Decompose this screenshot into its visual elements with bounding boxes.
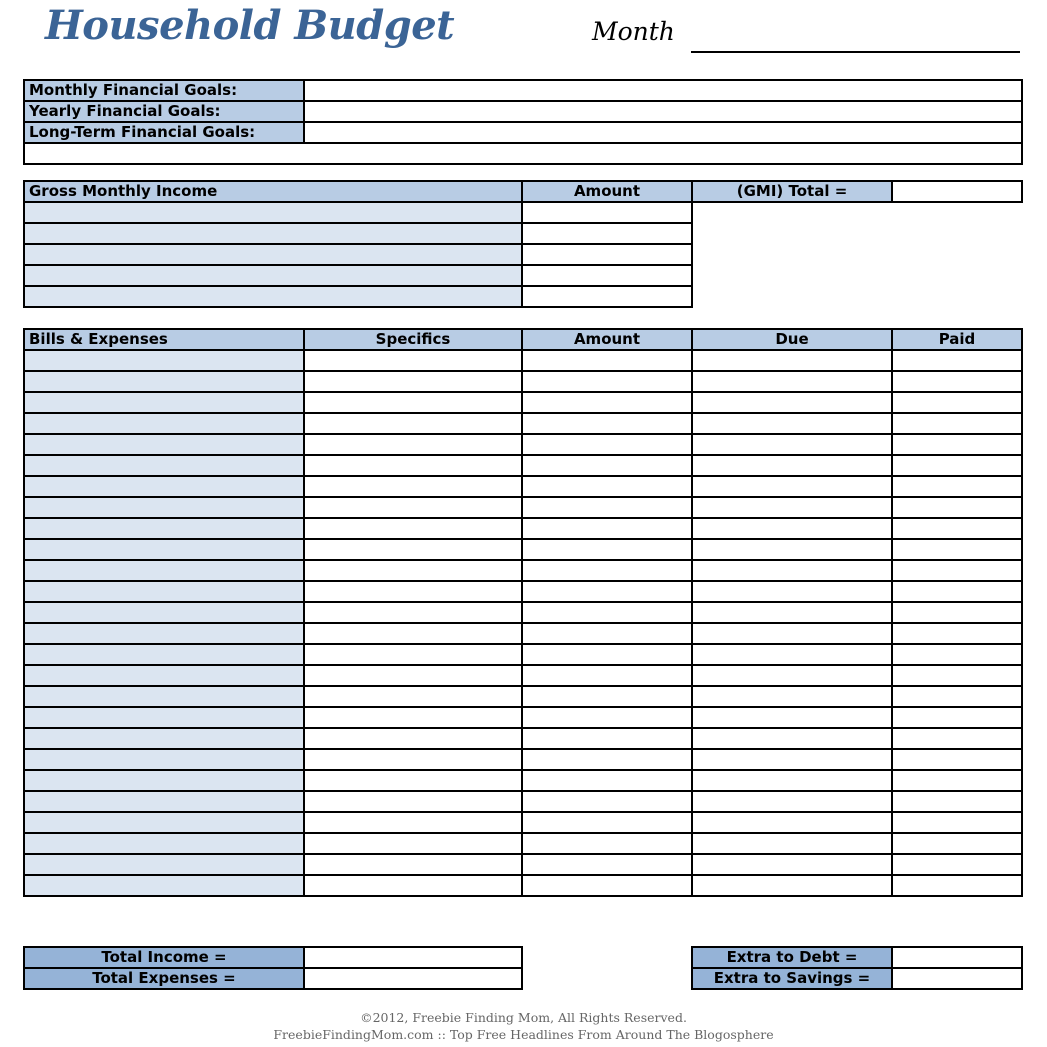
bill-row <box>24 581 1022 602</box>
income-row <box>24 223 1022 244</box>
footer-site: FreebieFindingMom.com :: Top Free Headlines From Around The Blogosphere <box>273 1027 774 1042</box>
due-field[interactable] <box>692 749 892 770</box>
income-amount-field[interactable] <box>522 223 692 244</box>
specifics-field[interactable] <box>304 707 522 728</box>
bill-row <box>24 371 1022 392</box>
specifics-field[interactable] <box>304 560 522 581</box>
bill-name-field[interactable] <box>24 770 304 791</box>
goals-extra-field[interactable] <box>24 143 1022 164</box>
bill-name-field[interactable] <box>24 476 304 497</box>
amount-field[interactable] <box>522 539 692 560</box>
bill-row <box>24 686 1022 707</box>
paid-field[interactable] <box>892 833 1022 854</box>
bill-name-field[interactable] <box>24 560 304 581</box>
paid-field[interactable] <box>892 623 1022 644</box>
due-field[interactable] <box>692 770 892 791</box>
specifics-field[interactable] <box>304 434 522 455</box>
bill-name-field[interactable] <box>24 686 304 707</box>
bill-row <box>24 497 1022 518</box>
amount-field[interactable] <box>522 518 692 539</box>
bill-name-field[interactable] <box>24 791 304 812</box>
extra-savings-field[interactable] <box>892 968 1022 989</box>
due-field[interactable] <box>692 833 892 854</box>
bill-row <box>24 854 1022 875</box>
totals-right-table <box>691 946 1023 990</box>
total-expenses-row <box>24 968 522 989</box>
amount-field[interactable] <box>522 350 692 371</box>
gmi-total-label: (GMI) Total = <box>692 181 892 202</box>
paid-field[interactable] <box>892 791 1022 812</box>
specifics-field[interactable] <box>304 497 522 518</box>
bill-row <box>24 728 1022 749</box>
bill-row <box>24 875 1022 896</box>
due-field[interactable] <box>692 812 892 833</box>
specifics-header: Specifics <box>304 329 522 350</box>
bill-name-field[interactable] <box>24 854 304 875</box>
extra-savings-label: Extra to Savings = <box>692 968 892 989</box>
bills-header: Bills & Expenses <box>24 329 304 350</box>
paid-field[interactable] <box>892 350 1022 371</box>
income-source-field[interactable] <box>24 244 522 265</box>
specifics-field[interactable] <box>304 812 522 833</box>
extra-savings-row <box>692 968 1022 989</box>
amount-field[interactable] <box>522 833 692 854</box>
paid-field[interactable] <box>892 770 1022 791</box>
due-field[interactable] <box>692 644 892 665</box>
specifics-field[interactable] <box>304 770 522 791</box>
specifics-field[interactable] <box>304 644 522 665</box>
bill-name-field[interactable] <box>24 497 304 518</box>
income-source-field[interactable] <box>24 265 522 286</box>
amount-field[interactable] <box>522 791 692 812</box>
bill-name-field[interactable] <box>24 644 304 665</box>
monthly-goals-label: Monthly Financial Goals: <box>24 80 304 101</box>
bill-name-field[interactable] <box>24 728 304 749</box>
income-row <box>24 202 1022 223</box>
specifics-field[interactable] <box>304 455 522 476</box>
amount-field[interactable] <box>522 707 692 728</box>
bill-row <box>24 812 1022 833</box>
amount-field[interactable] <box>522 875 692 896</box>
due-field[interactable] <box>692 434 892 455</box>
specifics-field[interactable] <box>304 791 522 812</box>
bill-row <box>24 560 1022 581</box>
total-income-field[interactable] <box>304 947 522 968</box>
income-row <box>24 265 1022 286</box>
amount-field[interactable] <box>522 686 692 707</box>
bills-header-row <box>24 329 1022 350</box>
goal-row-long-term <box>24 122 1022 143</box>
amount-field[interactable] <box>522 455 692 476</box>
paid-field[interactable] <box>892 455 1022 476</box>
yearly-goals-field[interactable] <box>304 101 1022 122</box>
due-field[interactable] <box>692 413 892 434</box>
extra-debt-field[interactable] <box>892 947 1022 968</box>
bill-name-field[interactable] <box>24 749 304 770</box>
bill-name-field[interactable] <box>24 623 304 644</box>
bill-name-field[interactable] <box>24 413 304 434</box>
bill-row <box>24 413 1022 434</box>
specifics-field[interactable] <box>304 833 522 854</box>
total-income-label: Total Income = <box>24 947 304 968</box>
gmi-total-field[interactable] <box>892 181 1022 202</box>
paid-field[interactable] <box>892 707 1022 728</box>
specifics-field[interactable] <box>304 476 522 497</box>
blank-space <box>692 202 1022 223</box>
due-header: Due <box>692 329 892 350</box>
income-header: Gross Monthly Income <box>24 181 522 202</box>
specifics-field[interactable] <box>304 665 522 686</box>
due-field[interactable] <box>692 518 892 539</box>
paid-field[interactable] <box>892 875 1022 896</box>
totals-left-table <box>23 946 523 990</box>
paid-header: Paid <box>892 329 1022 350</box>
blank-space <box>692 223 1022 244</box>
bill-name-field[interactable] <box>24 455 304 476</box>
bill-name-field[interactable] <box>24 518 304 539</box>
specifics-field[interactable] <box>304 581 522 602</box>
blank-space <box>692 286 1022 307</box>
blank-space <box>692 244 1022 265</box>
specifics-field[interactable] <box>304 686 522 707</box>
bill-row <box>24 518 1022 539</box>
bill-name-field[interactable] <box>24 371 304 392</box>
specifics-field[interactable] <box>304 413 522 434</box>
paid-field[interactable] <box>892 812 1022 833</box>
income-row <box>24 286 1022 307</box>
goals-table <box>23 79 1023 165</box>
income-source-field[interactable] <box>24 223 522 244</box>
specifics-field[interactable] <box>304 875 522 896</box>
amount-field[interactable] <box>522 371 692 392</box>
income-amount-field[interactable] <box>522 265 692 286</box>
extra-debt-row <box>692 947 1022 968</box>
due-field[interactable] <box>692 791 892 812</box>
paid-field[interactable] <box>892 392 1022 413</box>
paid-field[interactable] <box>892 644 1022 665</box>
bill-row <box>24 602 1022 623</box>
paid-field[interactable] <box>892 728 1022 749</box>
bill-name-field[interactable] <box>24 707 304 728</box>
bill-row <box>24 539 1022 560</box>
amount-field[interactable] <box>522 602 692 623</box>
amount-field[interactable] <box>522 644 692 665</box>
amount-field[interactable] <box>522 581 692 602</box>
amount-field[interactable] <box>522 413 692 434</box>
paid-field[interactable] <box>892 602 1022 623</box>
paid-field[interactable] <box>892 497 1022 518</box>
extra-debt-label: Extra to Debt = <box>692 947 892 968</box>
paid-field[interactable] <box>892 665 1022 686</box>
monthly-goals-field[interactable] <box>304 80 1022 101</box>
bills-table <box>23 328 1023 897</box>
bill-row <box>24 665 1022 686</box>
specifics-field[interactable] <box>304 350 522 371</box>
due-field[interactable] <box>692 455 892 476</box>
bill-row <box>24 707 1022 728</box>
amount-field[interactable] <box>522 560 692 581</box>
paid-field[interactable] <box>892 749 1022 770</box>
bill-row <box>24 350 1022 371</box>
due-field[interactable] <box>692 350 892 371</box>
income-source-field[interactable] <box>24 286 522 307</box>
amount-field[interactable] <box>522 392 692 413</box>
specifics-field[interactable] <box>304 602 522 623</box>
amount-field[interactable] <box>522 476 692 497</box>
amount-field[interactable] <box>522 497 692 518</box>
paid-field[interactable] <box>892 581 1022 602</box>
income-amount-header: Amount <box>522 181 692 202</box>
income-row <box>24 244 1022 265</box>
paid-field[interactable] <box>892 560 1022 581</box>
month-input-line[interactable] <box>691 51 1020 53</box>
blank-space <box>692 265 1022 286</box>
bill-row <box>24 644 1022 665</box>
specifics-field[interactable] <box>304 518 522 539</box>
bill-row <box>24 791 1022 812</box>
due-field[interactable] <box>692 665 892 686</box>
goal-row-yearly <box>24 101 1022 122</box>
month-label: Month <box>592 17 675 46</box>
amount-field[interactable] <box>522 749 692 770</box>
bill-name-field[interactable] <box>24 875 304 896</box>
due-field[interactable] <box>692 728 892 749</box>
bill-row <box>24 749 1022 770</box>
specifics-field[interactable] <box>304 854 522 875</box>
goal-row-monthly <box>24 80 1022 101</box>
amount-field[interactable] <box>522 854 692 875</box>
bill-name-field[interactable] <box>24 581 304 602</box>
paid-field[interactable] <box>892 854 1022 875</box>
due-field[interactable] <box>692 854 892 875</box>
specifics-field[interactable] <box>304 623 522 644</box>
page-title: Household Budget <box>45 2 455 49</box>
due-field[interactable] <box>692 392 892 413</box>
bill-row <box>24 770 1022 791</box>
bill-name-field[interactable] <box>24 434 304 455</box>
bill-name-field[interactable] <box>24 392 304 413</box>
bill-row <box>24 623 1022 644</box>
income-amount-field[interactable] <box>522 202 692 223</box>
specifics-field[interactable] <box>304 371 522 392</box>
paid-field[interactable] <box>892 434 1022 455</box>
due-field[interactable] <box>692 371 892 392</box>
amount-field[interactable] <box>522 812 692 833</box>
bill-name-field[interactable] <box>24 539 304 560</box>
income-source-field[interactable] <box>24 202 522 223</box>
paid-field[interactable] <box>892 413 1022 434</box>
due-field[interactable] <box>692 623 892 644</box>
paid-field[interactable] <box>892 518 1022 539</box>
yearly-goals-label: Yearly Financial Goals: <box>24 101 304 122</box>
income-header-row <box>24 181 1022 202</box>
bill-row <box>24 476 1022 497</box>
due-field[interactable] <box>692 875 892 896</box>
due-field[interactable] <box>692 581 892 602</box>
income-amount-field[interactable] <box>522 244 692 265</box>
bill-name-field[interactable] <box>24 602 304 623</box>
specifics-field[interactable] <box>304 728 522 749</box>
paid-field[interactable] <box>892 686 1022 707</box>
amount-field[interactable] <box>522 770 692 791</box>
due-field[interactable] <box>692 686 892 707</box>
paid-field[interactable] <box>892 476 1022 497</box>
income-amount-field[interactable] <box>522 286 692 307</box>
bill-name-field[interactable] <box>24 665 304 686</box>
paid-field[interactable] <box>892 539 1022 560</box>
bill-row <box>24 455 1022 476</box>
amount-field[interactable] <box>522 728 692 749</box>
due-field[interactable] <box>692 476 892 497</box>
long-term-goals-label: Long-Term Financial Goals: <box>24 122 304 143</box>
income-table <box>23 180 1023 308</box>
bill-name-field[interactable] <box>24 833 304 854</box>
total-expenses-label: Total Expenses = <box>24 968 304 989</box>
due-field[interactable] <box>692 560 892 581</box>
goal-row-extra <box>24 143 1022 164</box>
paid-field[interactable] <box>892 371 1022 392</box>
amount-field[interactable] <box>522 665 692 686</box>
amount-field[interactable] <box>522 623 692 644</box>
total-expenses-field[interactable] <box>304 968 522 989</box>
bill-row <box>24 392 1022 413</box>
long-term-goals-field[interactable] <box>304 122 1022 143</box>
specifics-field[interactable] <box>304 539 522 560</box>
amount-field[interactable] <box>522 434 692 455</box>
amount-header: Amount <box>522 329 692 350</box>
footer-copyright: ©2012, Freebie Finding Mom, All Rights Reserved. <box>360 1010 687 1025</box>
due-field[interactable] <box>692 497 892 518</box>
bill-row <box>24 434 1022 455</box>
due-field[interactable] <box>692 707 892 728</box>
due-field[interactable] <box>692 539 892 560</box>
due-field[interactable] <box>692 602 892 623</box>
bill-name-field[interactable] <box>24 350 304 371</box>
bill-name-field[interactable] <box>24 812 304 833</box>
total-income-row <box>24 947 522 968</box>
bill-row <box>24 833 1022 854</box>
specifics-field[interactable] <box>304 749 522 770</box>
specifics-field[interactable] <box>304 392 522 413</box>
